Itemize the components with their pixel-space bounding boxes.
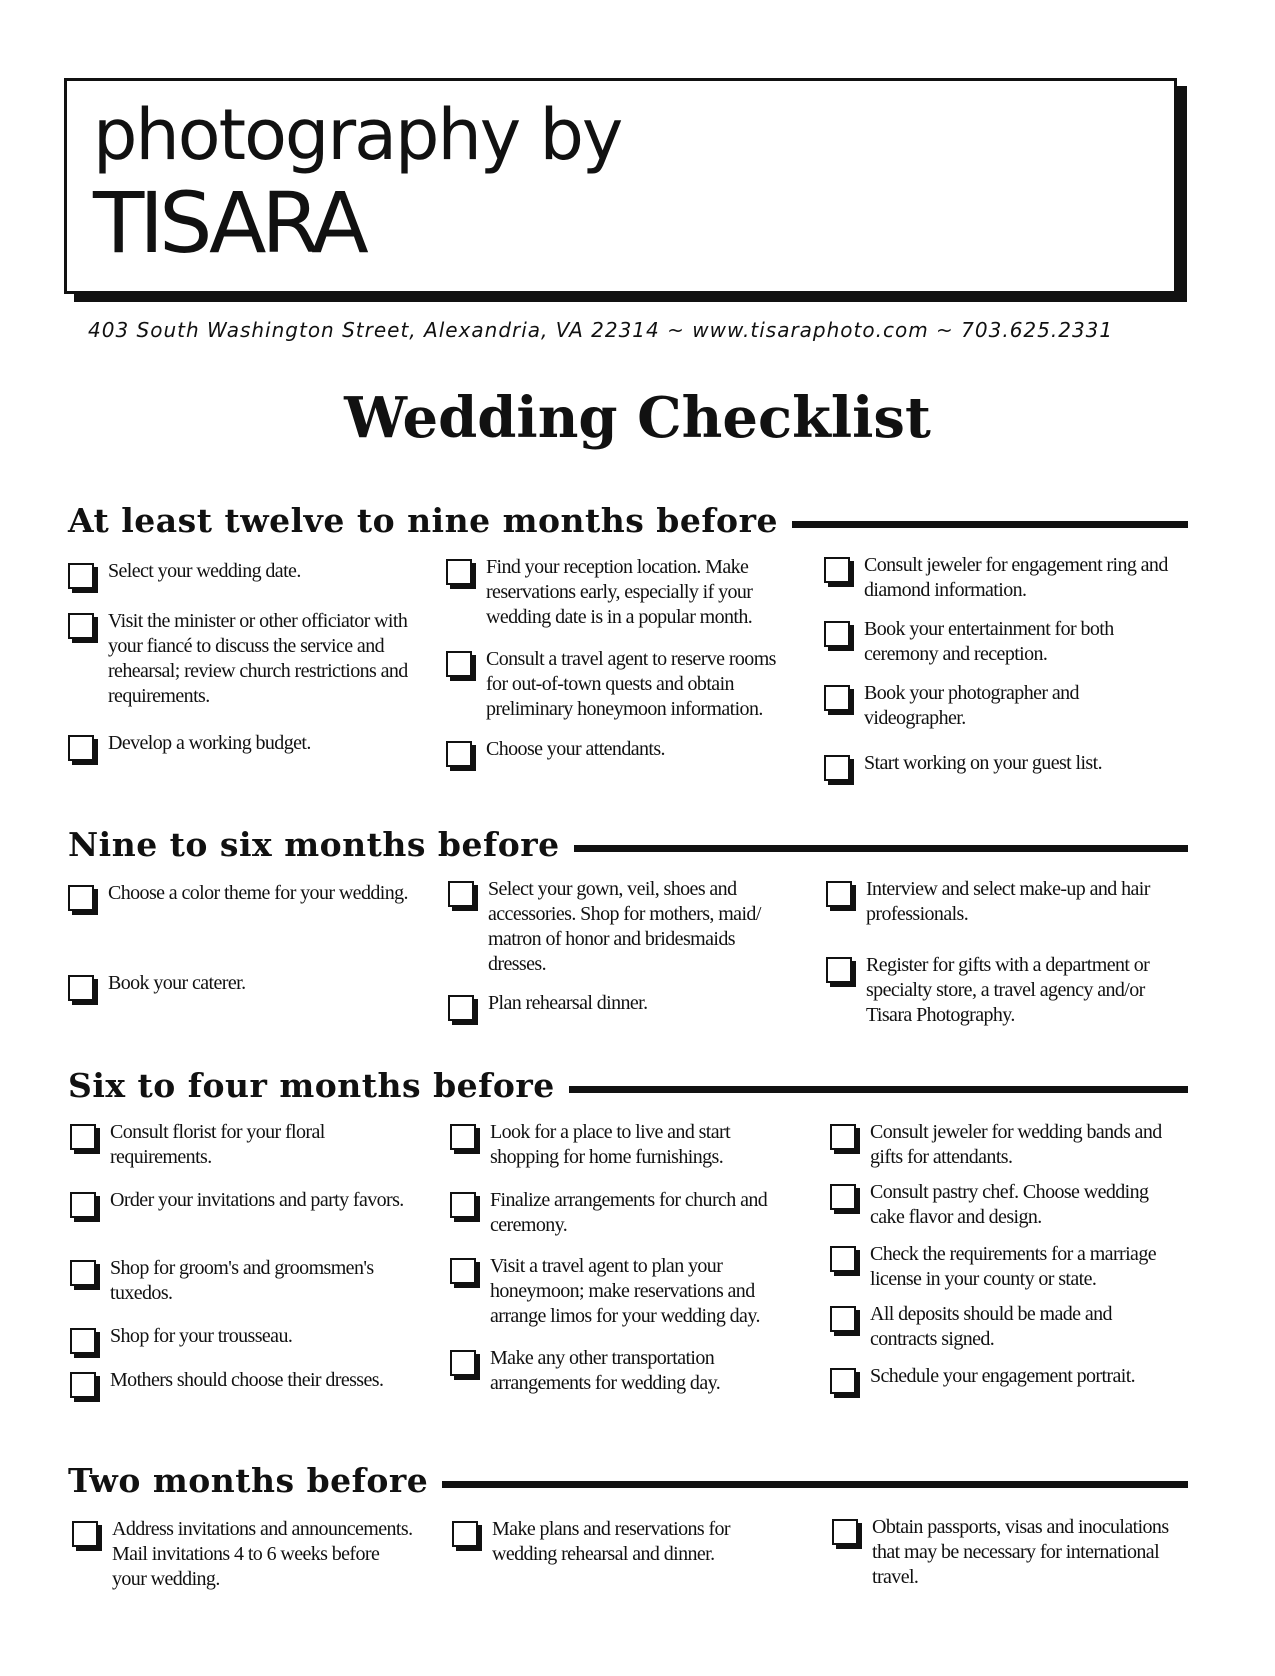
checkbox[interactable] [68,735,94,761]
checkbox[interactable] [450,1350,476,1376]
checklist-item [824,751,1169,781]
checkbox[interactable] [70,1260,96,1286]
checklist-item [70,1256,415,1306]
checklist-item [446,555,791,630]
checkbox[interactable] [446,559,472,585]
checkbox[interactable] [68,885,94,911]
item-text: Look for a place to live and start shopping for home furnishings. [490,1121,731,1168]
checkbox[interactable] [450,1192,476,1218]
item-text: Make plans and reservations for wedding rehearsal and dinner. [492,1518,730,1565]
item-text: Consult florist for your floral requirements. [110,1121,325,1168]
item-text: Develop a working budget. [108,732,311,754]
section-2-months [68,1457,1188,1590]
item-text: Book your caterer. [108,972,246,994]
item-text: Order your invitations and party favors. [110,1189,404,1211]
checkbox[interactable] [830,1368,856,1394]
checkbox[interactable] [450,1258,476,1284]
logo [64,78,1177,294]
item-text: Consult jeweler for engagement ring and diamond information. [864,554,1168,601]
checkbox[interactable] [830,1306,856,1332]
checkbox[interactable] [824,557,850,583]
checkbox[interactable] [68,975,94,1001]
checklist-item [70,1120,415,1170]
checkbox[interactable] [68,563,94,589]
section-9-6-months [68,821,1188,1026]
checkbox[interactable] [446,741,472,767]
logo-line-1: photography by [93,94,622,176]
item-text: Find your reception location. Make reservations early, especially if your wedding date is in a popular month. [486,556,753,628]
section-6-4-months [68,1062,1188,1394]
section-title: Nine to six months before [68,824,560,864]
checklist-item [68,971,413,1001]
checklist-item [450,1254,795,1329]
item-text: Select your gown, veil, shoes and accessories. Shop for mothers, maid/ matron of honor and bridesmaids dresses. [488,878,761,975]
item-text: Shop for groom's and groomsmen's tuxedos. [110,1257,374,1304]
checklist-item [68,731,413,761]
checklist-item [830,1120,1175,1170]
checkbox[interactable] [446,651,472,677]
item-text: Register for gifts with a department or specialty store, a travel agency and/or Tisara Photography. [866,954,1150,1026]
page-title: Wedding Checklist [344,385,931,451]
item-text: Select your wedding date. [108,560,301,582]
checklist-item [450,1120,795,1170]
section-title: Two months before [68,1460,429,1500]
item-text: Obtain passports, visas and inoculations that may be necessary for international travel. [872,1516,1169,1588]
checklist-item [824,617,1169,667]
item-text: Visit the minister or other officiator with your fiancé to discuss the service and rehearsal; review church restrictions and requirements. [108,610,408,707]
logo-line-2: TISARA [93,174,364,272]
checklist-item [446,647,791,722]
item-text: Plan rehearsal dinner. [488,992,648,1014]
item-text: Make any other transportation arrangements for wedding day. [490,1347,721,1394]
item-text: Schedule your engagement portrait. [870,1365,1136,1387]
item-text: Mothers should choose their dresses. [110,1369,384,1391]
section-rule [569,1086,1188,1093]
item-text: Consult jeweler for wedding bands and gifts for attendants. [870,1121,1162,1168]
checkbox[interactable] [450,1124,476,1150]
item-text: Book your photographer and videographer. [864,682,1079,729]
checklist-item [824,681,1169,731]
checklist-item [70,1368,415,1398]
checklist-item [68,559,413,589]
item-text: All deposits should be made and contracts signed. [870,1303,1112,1350]
checkbox[interactable] [826,957,852,983]
checkbox[interactable] [830,1246,856,1272]
section-title: At least twelve to nine months before [68,500,778,540]
checkbox[interactable] [452,1521,478,1547]
checkbox[interactable] [70,1372,96,1398]
checklist-item [446,737,791,767]
checkbox[interactable] [448,995,474,1021]
checklist-item [448,877,793,977]
item-text: Shop for your trousseau. [110,1325,293,1347]
item-text: Finalize arrangements for church and ceremony. [490,1189,768,1236]
checkbox[interactable] [832,1519,858,1545]
checklist-item [70,1188,415,1218]
item-text: Check the requirements for a marriage license in your county or state. [870,1243,1156,1290]
checkbox[interactable] [70,1124,96,1150]
item-text: Consult pastry chef. Choose wedding cake flavor and design. [870,1181,1149,1228]
checklist-item [824,553,1169,603]
checklist-item [826,953,1171,1028]
checkbox[interactable] [830,1124,856,1150]
checkbox[interactable] [68,613,94,639]
item-text: Address invitations and announcements. Mail invitations 4 to 6 weeks before your wedding. [112,1518,413,1590]
checklist-item [452,1517,797,1567]
item-text: Choose your attendants. [486,738,665,760]
checkbox[interactable] [72,1521,98,1547]
checkbox[interactable] [824,755,850,781]
checklist-item [826,877,1171,927]
checklist-item [70,1324,415,1354]
section-title: Six to four months before [68,1065,555,1105]
section-rule [574,845,1188,852]
checklist-item [830,1242,1175,1292]
checkbox[interactable] [824,621,850,647]
checkbox[interactable] [70,1328,96,1354]
item-text: Visit a travel agent to plan your honeymoon; make reservations and arrange limos for your wedding day. [490,1255,760,1327]
checklist-item [448,991,793,1021]
checklist-item [450,1188,795,1238]
section-rule [442,1481,1188,1488]
section-12-9-months [68,497,1188,774]
checklist-item [830,1302,1175,1352]
item-text: Book your entertainment for both ceremony and reception. [864,618,1114,665]
item-text: Consult a travel agent to reserve rooms for out-of-town quests and obtain preliminary honeymoon information. [486,648,776,720]
checklist-item [68,609,413,709]
checklist-item [68,881,413,911]
checklist-item [72,1517,417,1592]
checklist-item [830,1180,1175,1230]
item-text: Choose a color theme for your wedding. [108,882,408,904]
section-rule [792,521,1188,528]
checkbox[interactable] [826,881,852,907]
item-text: Start working on your guest list. [864,752,1102,774]
checkbox[interactable] [824,685,850,711]
checkbox[interactable] [830,1184,856,1210]
checkbox[interactable] [70,1192,96,1218]
checklist-item [450,1346,795,1396]
checklist-item [830,1364,1175,1394]
checklist-item [832,1515,1177,1590]
contact-info: 403 South Washington Street, Alexandria, VA 22314 ~ www.tisaraphoto.com ~ 703.625.2331 [88,318,1114,342]
checkbox[interactable] [448,881,474,907]
item-text: Interview and select make-up and hair professionals. [866,878,1150,925]
